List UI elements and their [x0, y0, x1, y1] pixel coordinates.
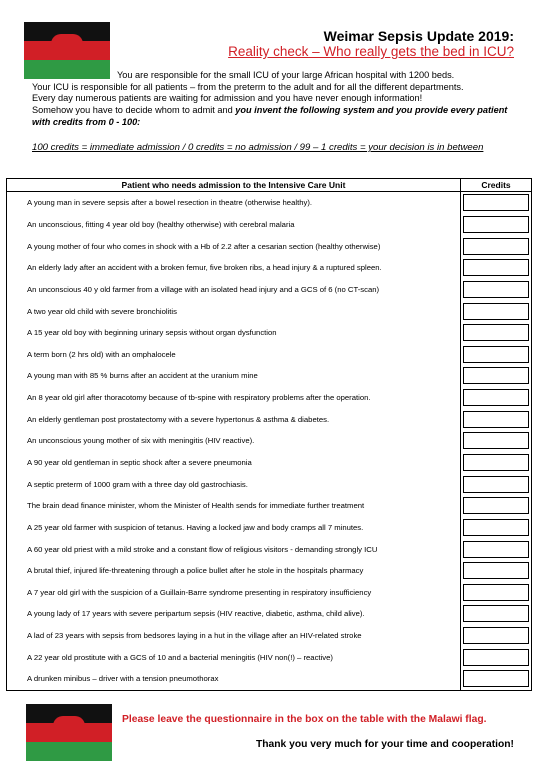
- table-row: [7, 538, 532, 560]
- intro-line-2: Your ICU is responsible for all patients – from the preterm to the adult and for all the different departments.: [32, 81, 464, 92]
- patient-description: A young mother of four who comes in shock with a Hb of 2.2 after a cesarian section (healthy otherwise): [7, 235, 461, 257]
- credits-input-box[interactable]: [463, 281, 529, 298]
- header-patient: Patient who needs admission to the Intensive Care Unit: [7, 179, 461, 192]
- table-row: [7, 430, 532, 452]
- patient-description: A 25 year old farmer with suspicion of tetanus. Having a locked jaw and body cramps all 7 minutes.: [7, 517, 461, 539]
- patient-description: A young man with 85 % burns after an accident at the uranium mine: [7, 365, 461, 387]
- table-row: [7, 279, 532, 301]
- patient-description: A septic preterm of 1000 gram with a three day old gastrochiasis.: [7, 473, 461, 495]
- credits-cell: [461, 387, 532, 409]
- page-title: Weimar Sepsis Update 2019:: [323, 28, 514, 44]
- patient-description: The brain dead finance minister, whom the Minister of Health sends for immediate further treatment: [7, 495, 461, 517]
- patient-description: An unconscious 40 y old farmer from a village with an isolated head injury and a GCS of 6 (no CT-scan): [7, 279, 461, 301]
- credits-input-box[interactable]: [463, 194, 529, 211]
- credits-input-box[interactable]: [463, 259, 529, 276]
- credits-input-box[interactable]: [463, 303, 529, 320]
- credits-input-box[interactable]: [463, 454, 529, 471]
- table-row: [7, 560, 532, 582]
- table-row: [7, 646, 532, 668]
- credits-cell: [461, 257, 532, 279]
- credits-input-box[interactable]: [463, 670, 529, 687]
- patient-description: A lad of 23 years with sepsis from bedsores laying in a hut in the village after an HIV-related stroke: [7, 625, 461, 647]
- credits-cell: [461, 646, 532, 668]
- credits-input-box[interactable]: [463, 541, 529, 558]
- credits-input-box[interactable]: [463, 562, 529, 579]
- table-row: [7, 582, 532, 604]
- patient-description: A young lady of 17 years with severe peripartum sepsis (HIV reactive, diabetic, asthma, child alive).: [7, 603, 461, 625]
- credits-input-box[interactable]: [463, 605, 529, 622]
- credits-cell: [461, 408, 532, 430]
- table-row: [7, 300, 532, 322]
- credits-input-box[interactable]: [463, 649, 529, 666]
- credits-cell: [461, 538, 532, 560]
- credits-cell: [461, 603, 532, 625]
- patient-description: A drunken minibus – driver with a tension pneumothorax: [7, 668, 461, 690]
- patient-description: An unconscious young mother of six with meningitis (HIV reactive).: [7, 430, 461, 452]
- table-row: [7, 603, 532, 625]
- intro-line-4: [32, 105, 514, 128]
- table-row: [7, 322, 532, 344]
- credits-input-box[interactable]: [463, 238, 529, 255]
- flag-rising-sun: [53, 716, 85, 726]
- table-row: [7, 625, 532, 647]
- patient-description: A term born (2 hrs old) with an omphalocele: [7, 343, 461, 365]
- credits-cell: [461, 279, 532, 301]
- credits-input-box[interactable]: [463, 367, 529, 384]
- flag-rising-sun: [51, 34, 83, 44]
- table-row: [7, 668, 532, 690]
- credits-input-box[interactable]: [463, 627, 529, 644]
- patient-description: An unconscious, fitting 4 year old boy (healthy otherwise) with cerebral malaria: [7, 214, 461, 236]
- credits-input-box[interactable]: [463, 584, 529, 601]
- table-row: [7, 517, 532, 539]
- page-subtitle: Reality check – Who really gets the bed in ICU?: [228, 44, 514, 59]
- credits-cell: [461, 214, 532, 236]
- patient-table: [6, 178, 532, 691]
- patient-description: An elderly lady after an accident with a broken femur, five broken ribs, a head injury & a ruptured spleen.: [7, 257, 461, 279]
- credits-input-box[interactable]: [463, 519, 529, 536]
- flag-black-band: [24, 22, 110, 41]
- footer-instruction: Please leave the questionnaire in the box on the table with the Malawi flag.: [122, 714, 487, 725]
- credits-cell: [461, 473, 532, 495]
- patient-description: A 60 year old priest with a mild stroke and a constant flow of religious visitors - demanding strongly ICU: [7, 538, 461, 560]
- credits-input-box[interactable]: [463, 432, 529, 449]
- credits-cell: [461, 582, 532, 604]
- intro-text: [32, 70, 514, 129]
- footer-thanks: Thank you very much for your time and cooperation!: [255, 739, 514, 750]
- patient-description: A young man in severe sepsis after a bowel resection in theatre (otherwise healthy).: [7, 192, 461, 214]
- credits-cell: [461, 430, 532, 452]
- table-row: [7, 452, 532, 474]
- header-credits: Credits: [461, 179, 532, 192]
- patient-description: A 7 year old girl with the suspicion of a Guillain-Barre syndrome presenting in respiratory insufficiency: [7, 582, 461, 604]
- table-row: [7, 408, 532, 430]
- credits-cell: [461, 192, 532, 214]
- credits-input-box[interactable]: [463, 324, 529, 341]
- intro-line-3: Every day numerous patients are waiting for admission and you have never enough information!: [32, 93, 423, 104]
- flag-black-band: [26, 704, 112, 723]
- credits-cell: [461, 235, 532, 257]
- table-row: [7, 192, 532, 214]
- credits-cell: [461, 300, 532, 322]
- credits-cell: [461, 668, 532, 690]
- credits-cell: [461, 343, 532, 365]
- patient-description: An 8 year old girl after thoracotomy because of tb-spine with respiratory problems after the operation.: [7, 387, 461, 409]
- credits-cell: [461, 365, 532, 387]
- credits-cell: [461, 625, 532, 647]
- credits-cell: [461, 322, 532, 344]
- credits-cell: [461, 517, 532, 539]
- intro-line-4-emphasis: you invent the following system and you provide every patient with credits from 0 - 100:: [32, 105, 508, 127]
- table-row: [7, 257, 532, 279]
- table-row: [7, 365, 532, 387]
- intro-line-1: You are responsible for the small ICU of your large African hospital with 1200 beds.: [117, 70, 455, 80]
- credits-input-box[interactable]: [463, 476, 529, 493]
- table-header-row: [7, 179, 532, 192]
- patient-description: An elderly gentleman post prostatectomy with a severe hypertonus & asthma & diabetes.: [7, 408, 461, 430]
- patient-description: A two year old child with severe bronchiolitis: [7, 300, 461, 322]
- credits-input-box[interactable]: [463, 216, 529, 233]
- table-row: [7, 387, 532, 409]
- intro-line-4-plain: Somehow you have to decide whom to admit and: [32, 105, 236, 116]
- credits-cell: [461, 495, 532, 517]
- table-row: [7, 473, 532, 495]
- table-row: [7, 214, 532, 236]
- credits-input-box[interactable]: [463, 346, 529, 363]
- credit-instruction: 100 credits = immediate admission / 0 credits = no admission / 99 – 1 credits = your decision is in between: [32, 142, 484, 153]
- table-body: [7, 192, 532, 691]
- table-row: [7, 343, 532, 365]
- flag-green-band: [26, 742, 112, 761]
- credits-input-box[interactable]: [463, 389, 529, 406]
- patient-description: A brutal thief, injured life-threatening through a police bullet after he stole in the hospitals pharmacy: [7, 560, 461, 582]
- table-row: [7, 495, 532, 517]
- malawi-flag-bottom: [26, 704, 112, 761]
- credits-input-box[interactable]: [463, 497, 529, 514]
- patient-description: A 90 year old gentleman in septic shock after a severe pneumonia: [7, 452, 461, 474]
- credits-input-box[interactable]: [463, 411, 529, 428]
- table-row: [7, 235, 532, 257]
- patient-description: A 22 year old prostitute with a GCS of 10 and a bacterial meningitis (HIV non(!) – reactive): [7, 646, 461, 668]
- credits-cell: [461, 452, 532, 474]
- patient-description: A 15 year old boy with beginning urinary sepsis without organ dysfunction: [7, 322, 461, 344]
- credits-cell: [461, 560, 532, 582]
